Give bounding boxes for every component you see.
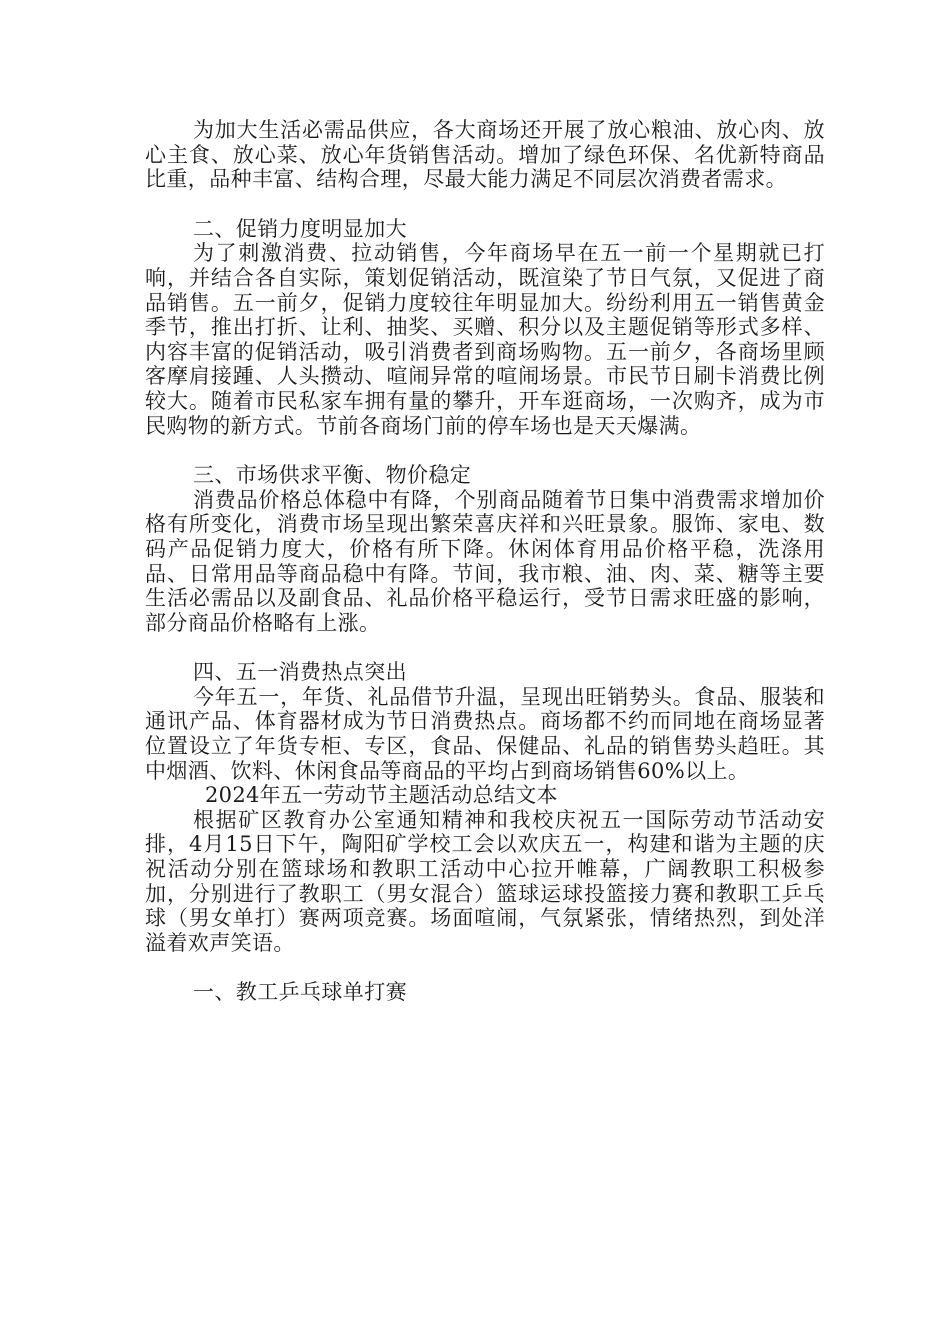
document-page [145,118,825,1005]
paragraph-activity: 根据矿区教育办公室通知精神和我校庆祝五一国际劳动节活动安排，4月15日下午，陶阳矿学校工会以欢庆五一，构建和谐为主题的庆祝活动分别在篮球场和教职工活动中心拉开帷幕，广阔教职工积极参加，分别进行了教职工（男女混合）篮球运球投篮接力赛和教职工乒乓球（男女单打）赛两项竞赛。场面喧闹，气氛紧张，情绪热烈，到处洋溢着欢声笑语。 [145,807,825,955]
paragraph-market: 消费品价格总体稳中有降，个别商品随着节日集中消费需求增加价格有所变化，消费市场呈现出繁荣喜庆祥和兴旺景象。服饰、家电、数码产品促销力度大，价格有所下降。休闲体育用品价格平稳，洗涤用品、日常用品等商品稳中有降。节间，我市粮、油、肉、菜、糖等主要生活必需品以及副食品、礼品价格平稳运行，受节日需求旺盛的影响，部分商品价格略有上涨。 [145,487,825,635]
section-heading-market: 三、市场供求平衡、物价稳定 [193,463,472,488]
document-title: 2024年五一劳动节主题活动总结文本 [205,783,558,808]
section-heading-pingpong: 一、教工乒乓球单打赛 [193,980,407,1005]
section-heading-hotspots: 四、五一消费热点突出 [193,660,407,685]
paragraph-supply: 为加大生活必需品供应，各大商场还开展了放心粮油、放心肉、放心主食、放心菜、放心年货销售活动。增加了绿色环保、名优新特商品比重，品种丰富、结构合理，尽最大能力满足不同层次消费者需求。 [145,118,825,192]
paragraph-promotion: 为了刺激消费、拉动销售，今年商场早在五一前一个星期就已打响，并结合各自实际，策划促销活动，既渲染了节日气氛，又促进了商品销售。五一前夕，促销力度较往年明显加大。纷纷利用五一销售黄金季节，推出打折、让利、抽奖、买赠、积分以及主题促销等形式多样、内容丰富的促销活动，吸引消费者到商场购物。五一前夕，各商场里顾客摩肩接踵、人头攒动、喧闹异常的喧闹场景。市民节日刷卡消费比例较大。随着市民私家车拥有量的攀升，开车逛商场，一次购齐，成为市民购物的新方式。节前各商场门前的停车场也是天天爆满。 [145,241,825,438]
section-heading-promotion: 二、促销力度明显加大 [193,216,407,241]
paragraph-hotspots: 今年五一，年货、礼品借节升温，呈现出旺销势头。食品、服装和通讯产品、体育器材成为节日消费热点。商场都不约而同地在商场显著位置设立了年货专柜、专区，食品、保健品、礼品的销售势头趋旺。其中烟酒、饮料、休闲食品等商品的平均占到商场销售60%以上。 [145,684,825,783]
